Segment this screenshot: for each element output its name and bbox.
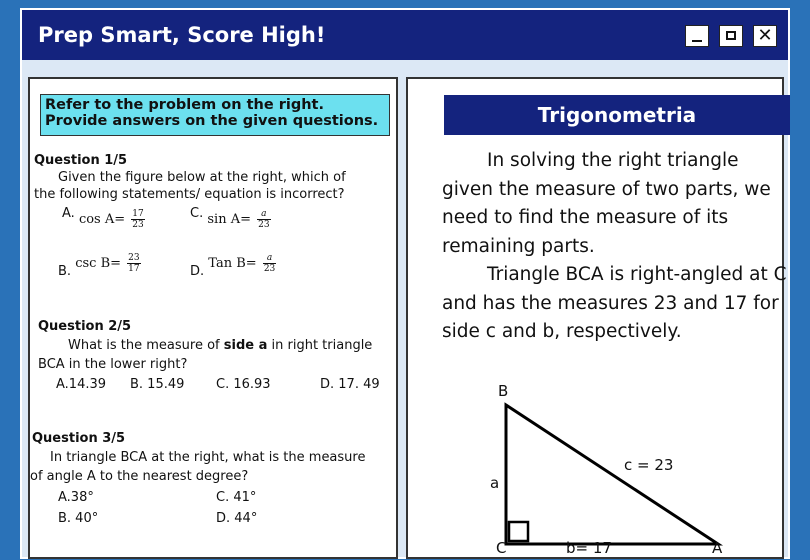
q3-option-d[interactable]: D. 44°: [216, 511, 258, 526]
q3-option-a[interactable]: A.38°: [58, 490, 94, 505]
vertex-b-label: B: [498, 382, 509, 400]
lesson-panel: [406, 77, 787, 559]
question-3-line2: of angle A to the nearest degree?: [30, 469, 249, 484]
vertex-a-label: A: [712, 539, 723, 557]
lesson-text: [442, 147, 787, 347]
question-2-heading: Question 2/5: [38, 319, 132, 334]
side-a-label: a: [490, 474, 500, 492]
q1-option-c[interactable]: C. sin A= $\frac{a}{23}$: [190, 206, 270, 230]
q1-option-b[interactable]: B. csc B= $\frac{23}{17}$: [58, 253, 140, 279]
triangle-diagram: [418, 384, 758, 560]
maximize-button[interactable]: [719, 25, 743, 47]
q1-option-a[interactable]: A. cos A= $\frac{17}{23}$: [62, 206, 144, 230]
question-2-line1: What is the measure of side a in right triangle: [68, 338, 373, 353]
q2-option-a[interactable]: A.14.39: [56, 377, 107, 392]
paragraph-1: In solving the right triangle given the measure of two parts, we need to find the measure of its remaining parts.: [442, 150, 771, 257]
question-2-line2: BCA in the lower right?: [38, 357, 188, 372]
q2-option-d[interactable]: D. 17. 49: [320, 377, 380, 392]
side-b-label: b= 17: [566, 539, 612, 557]
question-3-heading: Question 3/5: [32, 431, 126, 446]
vertex-c-label: C: [496, 539, 507, 557]
window-title: Prep Smart, Score High!: [38, 23, 326, 47]
side-c-label: c = 23: [624, 456, 674, 474]
question-1-heading: Question 1/5: [34, 153, 128, 168]
q1-option-d[interactable]: D. Tan B= $\frac{a}{23}$: [190, 253, 276, 279]
q2-option-b[interactable]: B. 15.49: [130, 377, 185, 392]
topic-heading: Trigonometria: [444, 95, 790, 135]
question-3-line1: In triangle BCA at the right, what is the measure: [50, 450, 366, 465]
q3-option-b[interactable]: B. 40°: [58, 511, 99, 526]
question-1-line2: the following statements/ equation is incorrect?: [34, 187, 345, 202]
q2-option-c[interactable]: C. 16.93: [216, 377, 271, 392]
triangle-figure: [418, 384, 758, 556]
paragraph-2: Triangle BCA is right-angled at C and has the measures 23 and 17 for side c and b, respectively.: [442, 264, 787, 342]
questions-panel: [28, 77, 398, 559]
q3-option-c[interactable]: C. 41°: [216, 490, 257, 505]
app-window: [20, 8, 790, 559]
instruction-box: Refer to the problem on the right. Provide answers on the given questions.: [40, 94, 390, 136]
minimize-button[interactable]: [685, 25, 709, 47]
question-1-line1: Given the figure below at the right, which of: [58, 170, 346, 185]
title-bar[interactable]: [22, 10, 788, 60]
close-button[interactable]: ✕: [753, 25, 777, 47]
